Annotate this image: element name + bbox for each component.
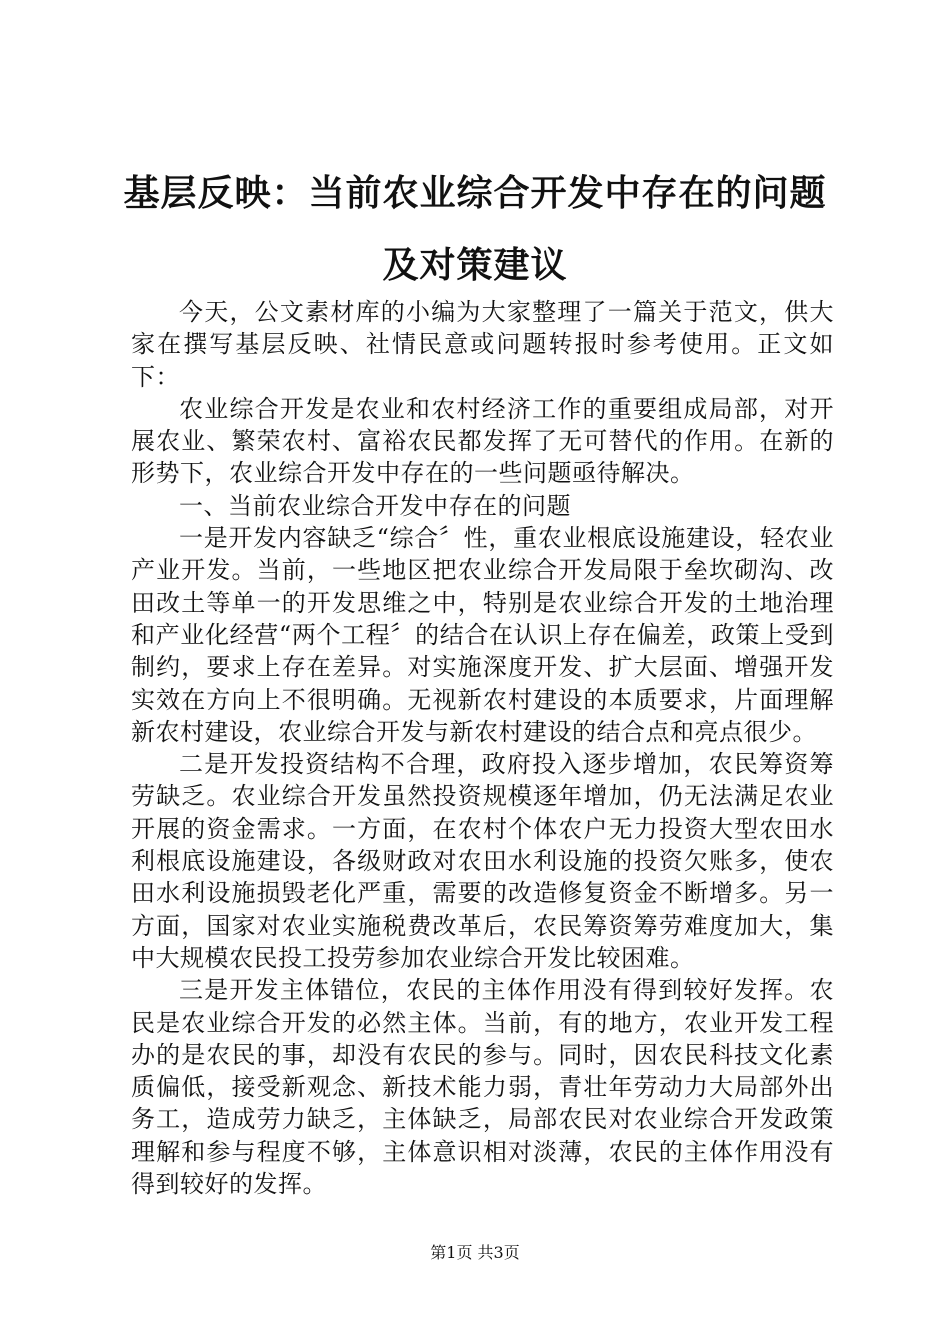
- body-paragraph: 二是开发投资结构不合理，政府投入逐步增加，农民筹资筹劳缺乏。农业综合开发虽然投资规模逐年增加，仍无法满足农业开展的资金需求。一方面，在农村个体农户无力投资大型农田水利根底设施建设，各级财政对农田水利设施的投资欠账多，使农田水利设施损毁老化严重，需要的改造修复资金不断增多。另一方面，国家对农业实施税费改革后，农民筹资筹劳难度加大，集中大规模农民投工投劳参加农业综合开发比较困难。: [131, 750, 834, 972]
- body-paragraph: 三是开发主体错位，农民的主体作用没有得到较好发挥。农民是农业综合开发的必然主体。当前，有的地方，农业开发工程办的是农民的事，却没有农民的参与。同时，因农民科技文化素质偏低，接受新观念、新技术能力弱，青壮年劳动力大局部外出务工，造成劳力缺乏，主体缺乏，局部农民对农业综合开发政策理解和参与程度不够，主体意识相对淡薄，农民的主体作用没有得到较好的发挥。: [131, 976, 834, 1199]
- intro-paragraph: 今天，公文素材库的小编为大家整理了一篇关于范文，供大家在撰写基层反映、社情民意或问题转报时参考使用。正文如下：: [131, 298, 834, 391]
- document-body: [131, 296, 834, 1200]
- page-number: 第1页 共3页: [430, 1243, 520, 1262]
- body-paragraph: 一是开发内容缺乏“综合〞性，重农业根底设施建设，轻农业产业开发。当前，一些地区把农业综合开发局限于垒坎砌沟、改田改土等单一的开发思维之中，特别是农业综合开发的土地治理和产业化经营“两个工程〞的结合在认识上存在偏差，政策上受到制约，要求上存在差异。对实施深度开发、扩大层面、增强开发实效在方向上不很明确。无视新农村建设的本质要求，片面理解新农村建设，农业综合开发与新农村建设的结合点和亮点很少。: [131, 524, 834, 746]
- page-footer: [0, 1243, 950, 1263]
- document-title: 基层反映：当前农业综合开发中存在的问题及对策建议: [123, 173, 827, 286]
- section-heading: 一、当前农业综合开发中存在的问题: [179, 491, 571, 520]
- body-paragraph: 农业综合开发是农业和农村经济工作的重要组成局部，对开展农业、繁荣农村、富裕农民都发挥了无可替代的作用。在新的形势下，农业综合开发中存在的一些问题亟待解决。: [131, 394, 834, 488]
